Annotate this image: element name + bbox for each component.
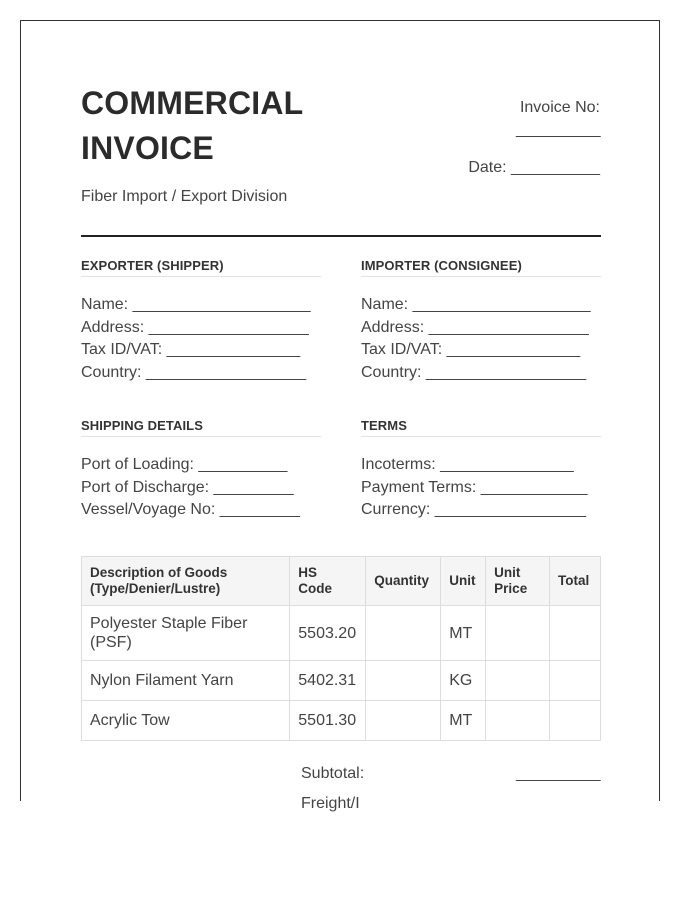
terms-heading: TERMS bbox=[361, 418, 601, 437]
cell-total bbox=[550, 701, 601, 741]
col-header-hs-code-line2: Code bbox=[298, 581, 333, 596]
cell-unit-price bbox=[486, 701, 550, 741]
col-header-unit-price-line2: Price bbox=[494, 581, 528, 596]
cell-unit: MT bbox=[441, 606, 486, 661]
exporter-name-field: Name: ____________________ bbox=[81, 296, 311, 313]
col-header-unit: Unit bbox=[441, 557, 486, 606]
cell-description: Acrylic Tow bbox=[82, 701, 290, 741]
col-header-total: Total bbox=[550, 557, 601, 606]
col-header-quantity: Quantity bbox=[366, 557, 441, 606]
cell-quantity bbox=[366, 606, 441, 661]
col-header-description-line2: (Type/Denier/Lustre) bbox=[90, 581, 221, 596]
importer-heading: IMPORTER (CONSIGNEE) bbox=[361, 258, 601, 277]
freight-label-partial: Freight/I bbox=[301, 795, 360, 812]
importer-taxid-field: Tax ID/VAT: _______________ bbox=[361, 341, 581, 358]
col-header-unit-price bbox=[486, 557, 550, 606]
importer-address-field: Address: __________________ bbox=[361, 318, 589, 336]
cell-hs-code: 5402.31 bbox=[290, 661, 366, 701]
exporter-section bbox=[81, 258, 321, 384]
importer-country-field: Country: __________________ bbox=[361, 363, 587, 381]
cell-quantity bbox=[366, 661, 441, 701]
division-subtitle: Fiber Import / Export Division bbox=[81, 188, 288, 205]
cell-unit-price bbox=[486, 661, 550, 701]
cell-hs-code: 5501.30 bbox=[290, 701, 366, 741]
invoice-number-label: Invoice No: bbox=[519, 99, 600, 116]
subtotal-field: __________ bbox=[516, 765, 600, 782]
payment-terms-field: Payment Terms: ____________ bbox=[361, 478, 588, 496]
exporter-heading: EXPORTER (SHIPPER) bbox=[81, 258, 321, 277]
cell-unit: KG bbox=[441, 661, 486, 701]
cell-quantity bbox=[366, 701, 441, 741]
col-header-hs-code bbox=[290, 557, 366, 606]
cell-unit-price bbox=[486, 606, 550, 661]
exporter-taxid-field: Tax ID/VAT: _______________ bbox=[81, 341, 301, 358]
terms-section bbox=[361, 418, 601, 522]
shipping-section bbox=[81, 418, 321, 522]
cell-total bbox=[550, 661, 601, 701]
cell-total bbox=[550, 606, 601, 661]
col-header-hs-code-line1: HS bbox=[298, 565, 318, 580]
cell-description: Polyester Staple Fiber (PSF) bbox=[82, 606, 290, 661]
table-header-row bbox=[82, 557, 601, 606]
col-header-unit-price-line1: Unit bbox=[494, 565, 521, 580]
vessel-voyage-field: Vessel/Voyage No: _________ bbox=[81, 501, 300, 518]
exporter-address-field: Address: __________________ bbox=[81, 318, 309, 336]
cell-description: Nylon Filament Yarn bbox=[82, 661, 290, 701]
importer-name-field: Name: ____________________ bbox=[361, 296, 591, 313]
table-row bbox=[82, 661, 601, 701]
title-line-2: INVOICE bbox=[81, 130, 214, 166]
date-field: Date: __________ bbox=[468, 159, 600, 176]
importer-section bbox=[361, 258, 601, 384]
subtotal-label: Subtotal: bbox=[301, 765, 365, 782]
table-row bbox=[82, 606, 601, 661]
port-of-loading-field: Port of Loading: __________ bbox=[81, 456, 288, 473]
shipping-heading: SHIPPING DETAILS bbox=[81, 418, 321, 437]
currency-field: Currency: _________________ bbox=[361, 501, 587, 518]
incoterms-field: Incoterms: _______________ bbox=[361, 456, 574, 473]
col-header-description bbox=[82, 557, 290, 606]
goods-table bbox=[81, 556, 601, 741]
title-line-1: COMMERCIAL bbox=[81, 85, 304, 121]
col-header-description-line1: Description of Goods bbox=[90, 565, 228, 580]
port-of-discharge-field: Port of Discharge: _________ bbox=[81, 478, 294, 496]
header-divider bbox=[81, 235, 601, 237]
cell-hs-code: 5503.20 bbox=[290, 606, 366, 661]
page-title bbox=[81, 81, 303, 171]
invoice-number-field: __________ bbox=[516, 121, 600, 138]
cell-unit: MT bbox=[441, 701, 486, 741]
table-row bbox=[82, 701, 601, 741]
exporter-country-field: Country: __________________ bbox=[81, 363, 307, 381]
invoice-page bbox=[20, 20, 660, 812]
